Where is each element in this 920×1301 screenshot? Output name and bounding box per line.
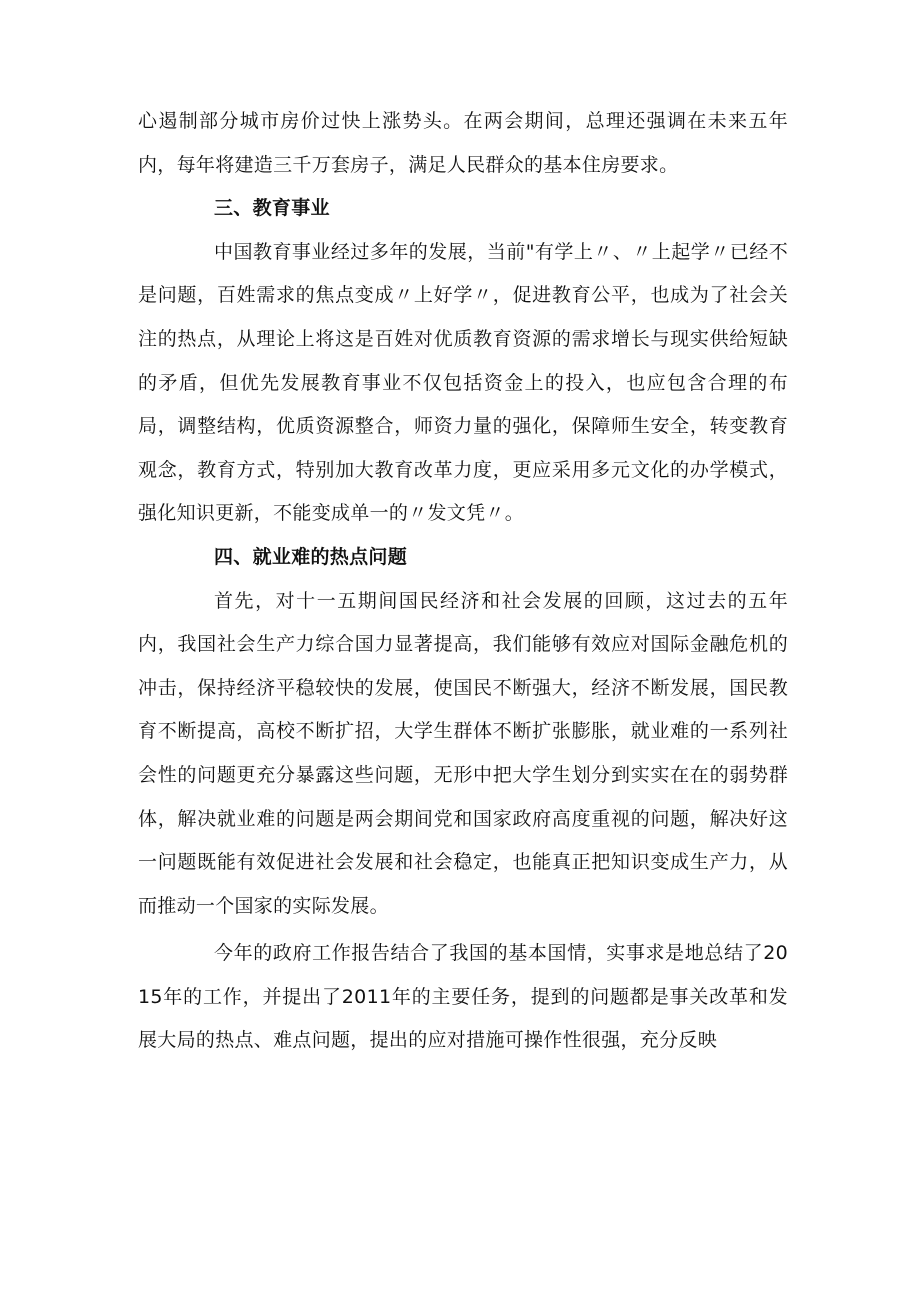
paragraph-housing: 心遏制部分城市房价过快上涨势头。在两会期间，总理还强调在未来五年内，每年将建造三千万套房子，满足人民群众的基本住房要求。 bbox=[138, 110, 788, 176]
document-page bbox=[138, 100, 788, 1063]
paragraph-employment: 首先，对十一五期间国民经济和社会发展的回顾，这过去的五年内，我国社会生产力综合国力显著提高，我们能够有效应对国际金融危机的冲击，保持经济平稳较快的发展，使国民不断强大，经济不断发展，国民教育不断提高，高校不断扩招，大学生群体不断扩张膨胀，就业难的一系列社会性的问题更充分暴露这些问题，无形中把大学生划分到实实在在的弱势群体，解决就业难的问题是两会期间党和国家政府高度重视的问题，解决好这一问题既能有效促进社会发展和社会稳定，也能真正把知识变成生产力，从而推动一个国家的实际发展。 bbox=[138, 589, 788, 917]
paragraph-education: 中国教育事业经过多年的发展，当前"有学上〃、〃上起学〃已经不是问题，百姓需求的焦点变成〃上好学〃，促进教育公平，也成为了社会关注的热点，从理论上将这是百姓对优质教育资源的需求增长与现实供给短缺的矛盾，但优先发展教育事业不仅包括资金上的投入，也应包含合理的布局，调整结构，优质资源整合，师资力量的强化，保障师生安全，转变教育观念，教育方式，特别加大教育改革力度，更应采用多元文化的办学模式，强化知识更新，不能变成单一的〃发文凭〃。 bbox=[138, 240, 788, 525]
paragraph-government-report: 今年的政府工作报告结合了我国的基本国情，实事求是地总结了2015年的工作，并提出了2011年的主要任务，提到的问题都是事关改革和发展大局的热点、难点问题，提出的应对措施可操作性很强，充分反映 bbox=[138, 942, 788, 1052]
section-heading-education: 三、教育事业 bbox=[214, 197, 330, 220]
section-heading-employment: 四、就业难的热点问题 bbox=[214, 545, 408, 568]
